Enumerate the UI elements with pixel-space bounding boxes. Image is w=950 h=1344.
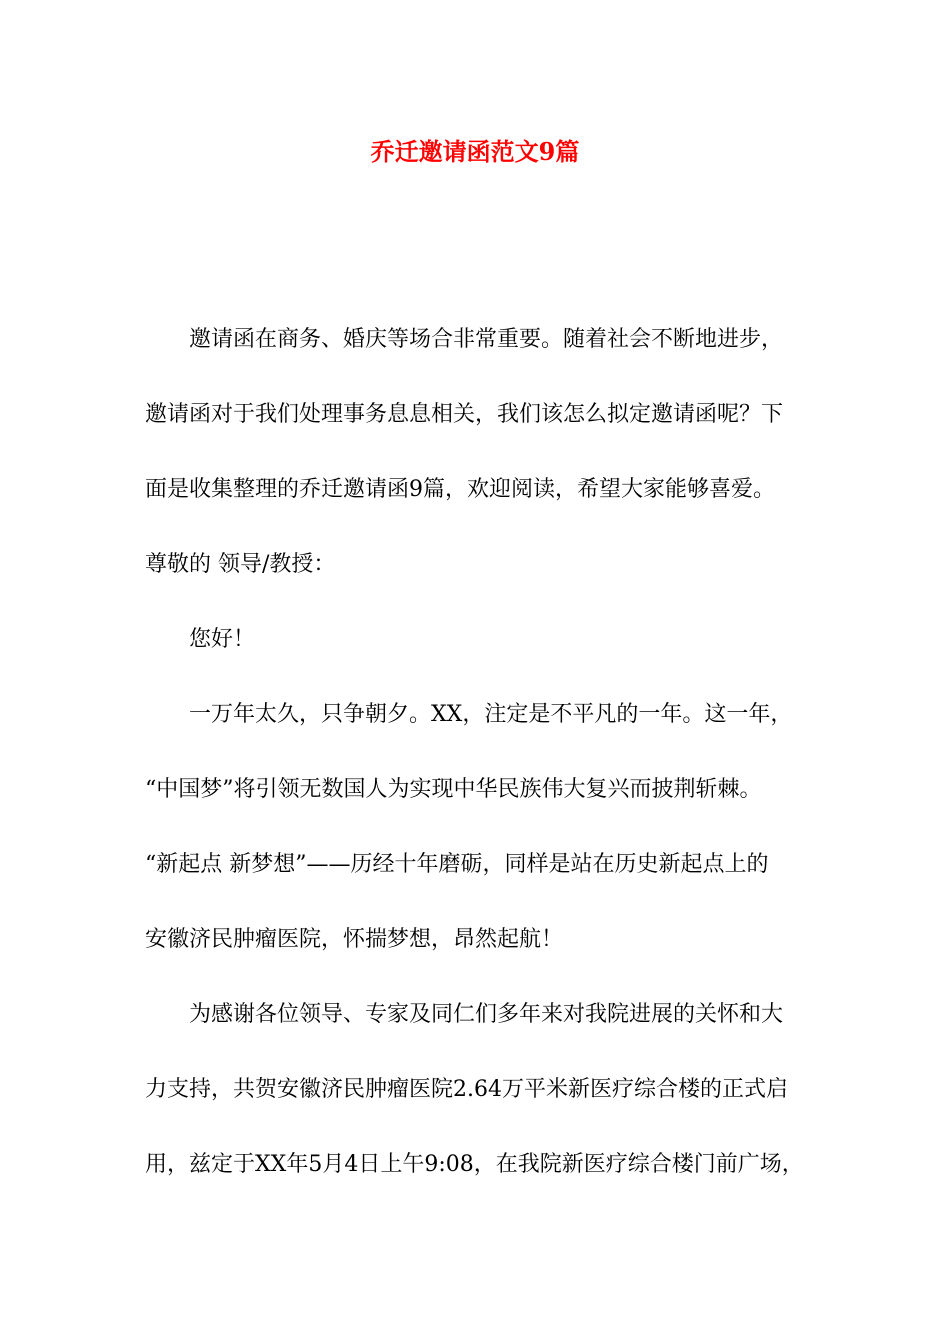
paragraph-line: 一万年太久，只争朝夕。XX，注定是不平凡的一年。这一年， — [189, 702, 793, 727]
paragraph-line: 安徽济民肿瘤医院，怀揣梦想，昂然起航！ — [145, 927, 564, 952]
paragraph-line: 用，兹定于XX年5月4日上午9:08，在我院新医疗综合楼门前广场， — [145, 1152, 804, 1177]
document-title: 乔迁邀请函范文9篇 — [370, 137, 580, 166]
paragraph-line: 邀请函对于我们处理事务息息相关，我们该怎么拟定邀请函呢？下 — [145, 402, 784, 427]
paragraph-line: “新起点 新梦想”——历经十年磨砺，同样是站在历史新起点上的 — [145, 852, 769, 877]
paragraph-line: 力支持，共贺安徽济民肿瘤医院2.64万平米新医疗综合楼的正式启 — [145, 1077, 788, 1102]
paragraph-line: 邀请函在商务、婚庆等场合非常重要。随着社会不断地进步， — [189, 327, 784, 352]
paragraph-line: 面是收集整理的乔迁邀请函9篇，欢迎阅读，希望大家能够喜爱。 — [145, 477, 775, 502]
salutation-line: 尊敬的 领导/教授： — [145, 552, 336, 577]
greeting-line: 您好！ — [189, 627, 256, 652]
paragraph-line: “中国梦”将引领无数国人为实现中华民族伟大复兴而披荆斩棘。 — [145, 777, 762, 802]
paragraph-line: 为感谢各位领导、专家及同仁们多年来对我院进展的关怀和大 — [189, 1002, 784, 1027]
